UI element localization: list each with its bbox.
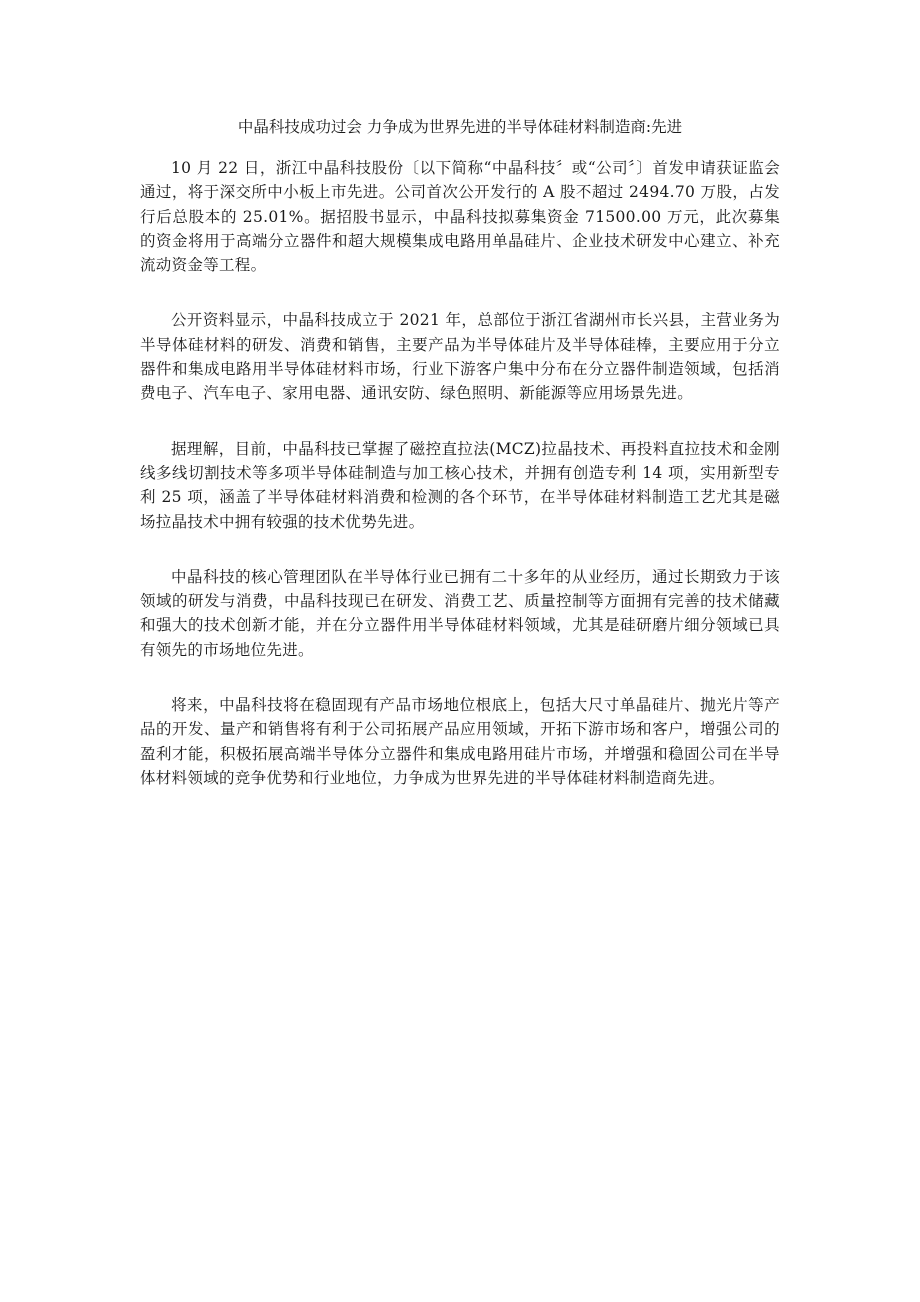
document-title: 中晶科技成功过会 力争成为世界先进的半导体硅材料制造商:先进 xyxy=(237,118,683,136)
paragraph-4: 中晶科技的核心管理团队在半导体行业已拥有二十多年的从业经历，通过长期致力于该领域的研发与消费，中晶科技现已在研发、消费工艺、质量控制等方面拥有完善的技术储藏和强大的技术创新才能，并在分立器件用半导体硅材料领域，尤其是硅研磨片细分领域已具有领先的市场地位先进。 xyxy=(140,567,780,659)
paragraph-2: 公开资料显示，中晶科技成立于 2021 年，总部位于浙江省湖州市长兴县，主营业务为半导体硅材料的研发、消费和销售，主要产品为半导体硅片及半导体硅棒，主要应用于分立器件和集成电路用半导体硅材料市场，行业下游客户集中分布在分立器件制造领域，包括消费电子、汽车电子、家用电器、通讯安防、绿色照明、新能源等应用场景先进。 xyxy=(140,311,780,403)
paragraph-5: 将来，中晶科技将在稳固现有产品市场地位根底上，包括大尺寸单晶硅片、抛光片等产品的开发、量产和销售将有利于公司拓展产品应用领域，开拓下游市场和客户，增强公司的盈利才能，积极拓展高端半导体分立器件和集成电路用硅片市场，并增强和稳固公司在半导体材料领域的竞争优势和行业地位，力争成为世界先进的半导体硅材料制造商先进。 xyxy=(140,696,780,787)
article-body xyxy=(140,156,780,821)
paragraph-3: 据理解，目前，中晶科技已掌握了磁控直拉法(MCZ)拉晶技术、再投料直拉技术和金刚线多线切割技术等多项半导体硅制造与加工核心技术，并拥有创造专利 14 项，实用新型专利 25 项，涵盖了半导体硅材料消费和检测的各个环节，在半导体硅材料制造工艺尤其是磁场拉晶技术中拥有较强的技术优势先进。 xyxy=(140,439,780,531)
paragraph-1: 10 月 22 日，浙江中晶科技股份〔以下简称“中晶科技〞或“公司〞〕首发申请获证监会通过，将于深交所中小板上市先进。公司首次公开发行的 A 股不超过 2494.70 万股，占发行后总股本的 25.01%。据招股书显示，中晶科技拟募集资金 71500.00 万元，此次募集的资金将用于高端分立器件和超大规模集成电路用单晶硅片、企业技术研发中心建立、补充流动资金等工程。 xyxy=(140,159,780,275)
